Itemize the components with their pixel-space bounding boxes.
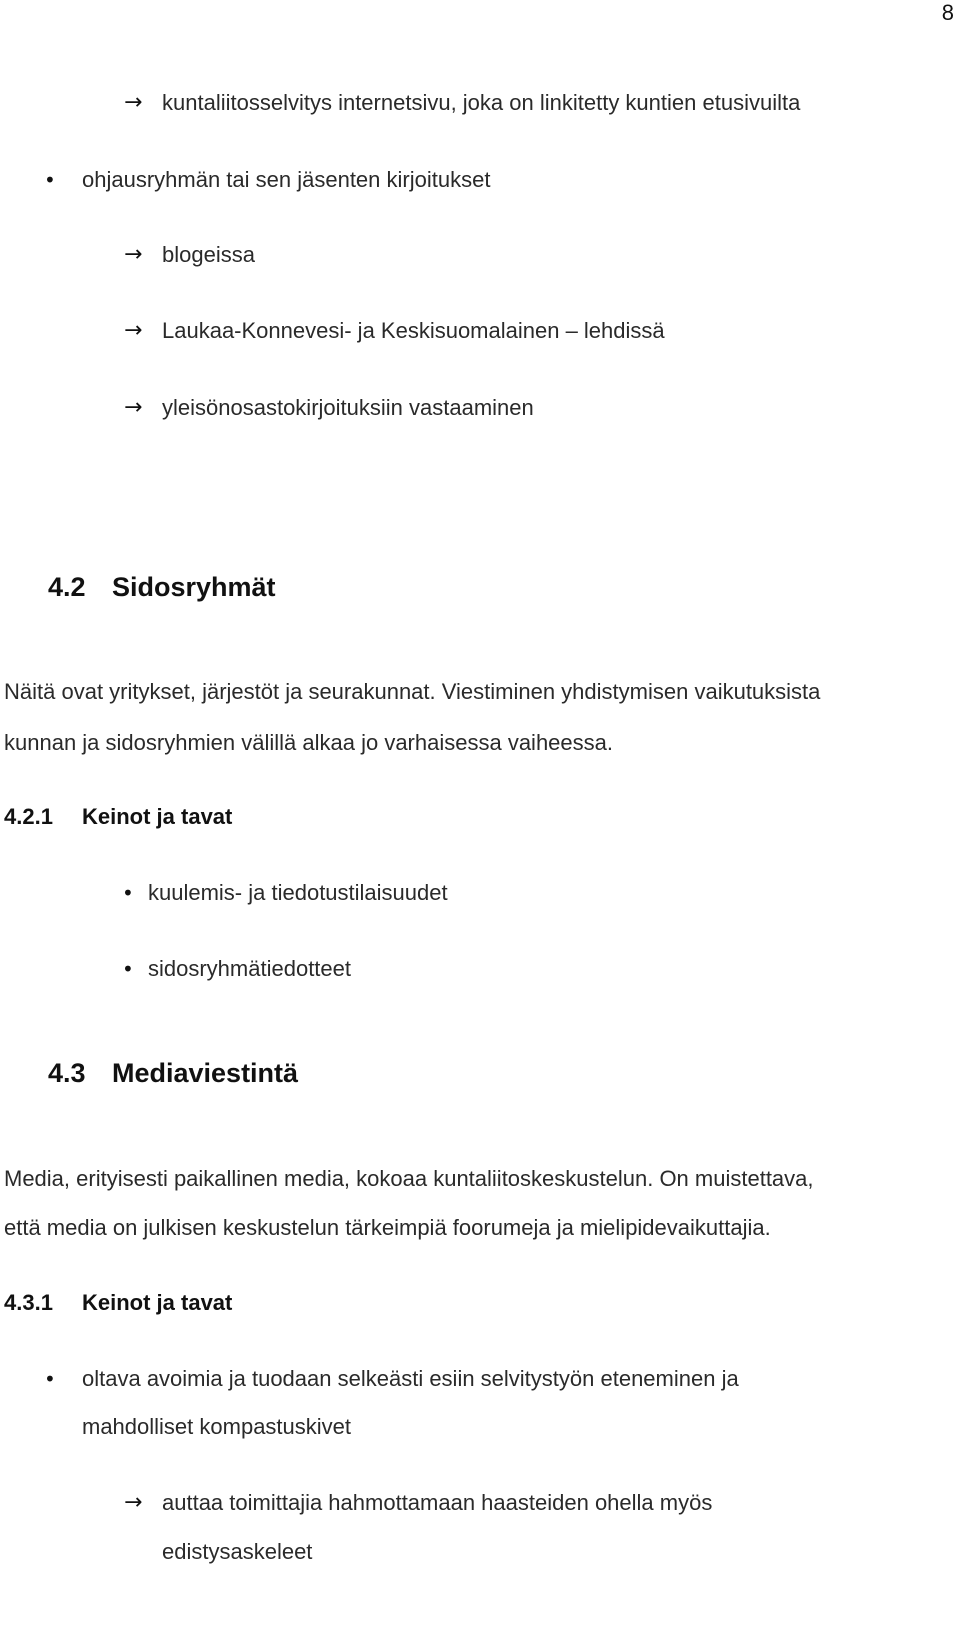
section-number: 4.3 [48, 1058, 86, 1088]
list-item: auttaa toimittajia hahmottamaan haasteiden ohella myös [162, 1490, 713, 1515]
subsection-heading-4-3-1 [4, 1288, 232, 1318]
subsection-title: Keinot ja tavat [82, 804, 233, 829]
section-heading-4-3 [48, 1056, 298, 1090]
subsection-number: 4.3.1 [4, 1290, 53, 1315]
arrow-icon: → [124, 1490, 143, 1515]
arrow-icon: → [124, 395, 143, 420]
subsection-number: 4.2.1 [4, 804, 53, 829]
bullet-icon: • [44, 1367, 56, 1391]
arrow-icon: → [124, 90, 143, 115]
section-title: Sidosryhmät [112, 572, 276, 602]
arrow-icon: → [124, 242, 143, 267]
subsection-title: Keinot ja tavat [82, 1290, 233, 1315]
page-number: 8 [941, 0, 954, 25]
bullet-icon: • [44, 168, 56, 192]
paragraph-line: Media, erityisesti paikallinen media, kokoaa kuntaliitoskeskustelun. On muistettava, [4, 1166, 814, 1191]
list-item-continuation: mahdolliset kompastuskivet [82, 1414, 352, 1439]
list-item: sidosryhmätiedotteet [148, 956, 351, 981]
list-item-continuation: edistysaskeleet [162, 1539, 313, 1564]
list-item: Laukaa-Konnevesi- ja Keskisuomalainen – lehdissä [162, 318, 665, 343]
bullet-icon: • [122, 957, 134, 981]
list-item: kuntaliitosselvitys internetsivu, joka on linkitetty kuntien etusivuilta [162, 90, 801, 115]
list-item: oltava avoimia ja tuodaan selkeästi esiin selvitystyön eteneminen ja [82, 1366, 739, 1391]
list-item: yleisönosastokirjoituksiin vastaaminen [162, 395, 534, 420]
section-heading-4-2 [48, 570, 276, 604]
section-number: 4.2 [48, 572, 86, 602]
arrow-icon: → [124, 318, 143, 343]
section-title: Mediaviestintä [112, 1058, 299, 1088]
paragraph-line: että media on julkisen keskustelun tärkeimpiä foorumeja ja mielipidevaikuttajia. [4, 1215, 771, 1240]
bullet-icon: • [122, 881, 134, 905]
list-item: kuulemis- ja tiedotustilaisuudet [148, 880, 448, 905]
paragraph-line: kunnan ja sidosryhmien välillä alkaa jo varhaisessa vaiheessa. [4, 730, 613, 755]
subsection-heading-4-2-1 [4, 802, 232, 832]
list-item: blogeissa [162, 242, 255, 267]
paragraph-line: Näitä ovat yritykset, järjestöt ja seurakunnat. Viestiminen yhdistymisen vaikutuksista [4, 679, 821, 704]
list-item: ohjausryhmän tai sen jäsenten kirjoitukset [82, 167, 491, 192]
